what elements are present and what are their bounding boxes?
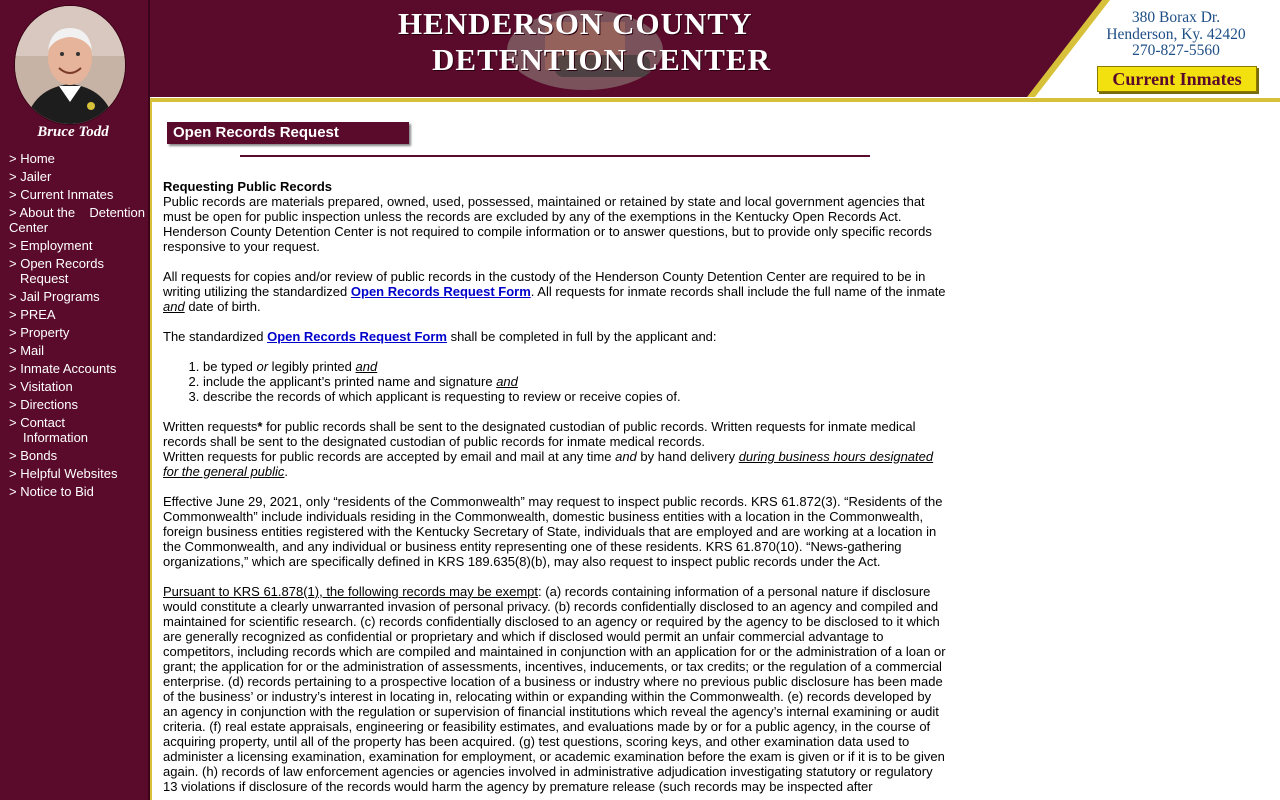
site-title-line-1: HENDERSON COUNTY [398,6,753,41]
nav-item-label: > Jail Programs [9,289,100,304]
nav-item-label: > Inmate Accounts [9,361,117,376]
text-run: : (a) records containing information of a personal nature if disclosure would constitute a clearly unwarranted invasion of personal privacy. (b) records confidentially disclosed to an agency and compiled and maintained for scientific research. (c) records confidentially disclosed to an agency or required by the agency to be disclosed to it which are generally recognized as confidential or proprietary and which if disclosed would permit an unfair commercial advantage to competitors, including records which are compiled and maintained in conjunction with an application for or the administration of a loan or grant; the application for or the administration of assessments, incentives, inducements, or tax credits; or the regulation of a commercial enterprise. (d) records pertaining to a prospective location of a business or industry where no previous public disclosure has been made of the business’ or industry’s interest in locating in, relocating within or expanding within the Commonwealth. (e) records developed by an agency in conjunction with the regulation or supervision of financial institutions which reveal the agency’s internal examining or audit criteria. (f) real estate appraisals, engineering or feasibility estimates, and evaluations made by or for a public agency, in the course of acquiring property, until all of the property has been acquired. (g) test questions, scoring keys, and other examination data used to administer a licensing examination, examination for employment, or academic examination before the exam is given or if it is to be given again. (h) records of law enforcement agencies or agencies involved in administrative adjudication investigating statutory or regulatory 13 violations if disclosure of the records would harm the agency by premature release (such records may be inspected after [163,584,946,794]
nav-item-helpful-websites[interactable] [9,466,147,481]
requirements-list [163,359,948,404]
text-run: . All requests for inmate records shall include the full name of the inmate [530,284,946,299]
text-run: date of birth. [184,299,261,314]
open-records-form-link[interactable]: Open Records Request Form [350,284,531,299]
text-run: . [284,464,289,479]
open-records-form-link-2[interactable]: Open Records Request Form [267,329,447,344]
text-run: Written requests [163,419,258,434]
text-run: for public records shall be sent to the designated custodian of public records. Written requests for inmate medical records shall be sent to the designated custodian of public records for inmate medical records. [163,419,916,449]
text-run: legibly printed [268,359,356,374]
nav-item-label: > PREA [9,307,56,322]
nav-item-label-cont: Information [23,430,89,445]
paragraph-form-requirements [163,329,948,344]
nav-item-jail-programs[interactable] [9,289,147,304]
nav-item-label: > Visitation [9,379,73,394]
nav-item-label: > Directions [9,397,78,412]
emphasis-and: and [615,449,637,464]
nav-item-label: > Current Inmates [9,187,114,202]
nav-item-inmate-accounts[interactable] [9,361,147,376]
nav-item-notice-to-bid[interactable] [9,484,147,499]
address-city: Henderson, Ky. 42420 [1106,25,1246,43]
emphasis-and: and [355,359,378,374]
nav-item-about-detention-center[interactable] [9,205,147,235]
nav-item-home[interactable] [9,151,147,166]
nav-item-label: > About the [9,205,76,220]
gold-divider-horizontal [148,98,1280,102]
nav-item-contact-information[interactable] [9,415,147,445]
emphasis-business-hours: during business hours designated for the general public [163,449,934,479]
paragraph-exemptions [163,584,948,794]
list-item: 3. describe the records of which applicant is requesting to review or receive copies of. [203,389,948,404]
section-subheading: Requesting Public Records [163,179,333,194]
paragraph-public-records: Public records are materials prepared, owned, used, possessed, maintained or retained by state and local government agencies that must be open for public inspection unless the records are excluded by any of the exemptions in the Kentucky Open Records Act. Henderson County Detention Center is not required to compile information or to answer questions, but to provide only specific records responsive to your request. [163,194,932,254]
address-block [1100,10,1252,60]
text-run: All requests for copies and/or review of public records in the custody of the Henderson County Detention Center are required to be in writing utilizing the standardized [163,269,926,299]
site-header [0,0,1280,100]
emphasis-and: and [163,299,185,314]
jailer-portrait-image [15,6,125,124]
avatar [14,5,126,125]
current-inmates-button[interactable]: Current Inmates [1097,66,1257,92]
nav-item-label-cont: Detention [89,205,145,220]
nav-item-label: > Open Records [9,256,105,271]
nav-item-visitation[interactable] [9,379,147,394]
list-item [203,359,948,374]
nav-item-property[interactable] [9,325,147,340]
sidebar [0,0,150,800]
nav-item-label: > Contact [9,415,66,430]
list-item [203,374,948,389]
main-content [163,122,948,794]
nav-item-label: > Notice to Bid [9,484,94,499]
address-street: 380 Borax Dr. [1131,9,1221,26]
nav-item-label-cont: Request [20,271,69,286]
address-phone: 270-827-5560 [1132,42,1220,59]
nav-item-label: > Helpful Websites [9,466,118,481]
nav-item-label: > Jailer [9,169,52,184]
paragraph-custodian [163,419,948,449]
nav-item-label-cont-2: Center [9,220,49,235]
header-banner [0,0,1280,97]
page-title: Open Records Request [167,122,409,144]
nav-item-prea[interactable] [9,307,147,322]
paragraph-delivery [163,449,948,479]
exemptions-lead: Pursuant to KRS 61.878(1), the following records may be exempt [163,584,539,599]
jailer-signature: Bruce Todd [37,124,109,140]
text-run: by hand delivery [636,449,739,464]
sidebar-nav [9,151,147,502]
nav-item-jailer[interactable] [9,169,147,184]
paragraph-residents: Effective June 29, 2021, only “residents of the Commonwealth” may request to inspect public records. KRS 61.872(3). “Residents of the Commonwealth” include individuals residing in the Commonwealth, domestic business entities with a location in the Commonwealth, foreign business entities registered with the Kentucky Secretary of State, individuals that are employed and are working at a location in the Commonwealth, and any individual or business entity representing one of these residents. KRS 61.870(10). “News-gathering organizations,” which are specifically defined in KRS 189.635(8)(b), may also request to inspect public records under the Act. [163,494,943,569]
paragraph-written-requests [163,269,948,314]
emphasis-and: and [496,374,518,389]
nav-item-label: > Bonds [9,448,58,463]
nav-item-bonds[interactable] [9,448,147,463]
text-run: shall be completed in full by the applicant and: [446,329,717,344]
text-run: Written requests for public records are accepted by email and mail at any time [163,449,616,464]
nav-item-open-records-request[interactable] [9,256,147,286]
nav-item-current-inmates[interactable] [9,187,147,202]
nav-item-directions[interactable] [9,397,147,412]
nav-item-mail[interactable] [9,343,147,358]
nav-item-label: > Property [9,325,70,340]
asterisk: * [257,419,263,434]
text-run: include the applicant’s printed name and signature [203,374,497,389]
nav-item-employment[interactable] [9,238,147,253]
site-title-line-2: DETENTION CENTER [432,42,771,77]
nav-item-label: > Employment [9,238,93,253]
text-run: be typed [203,359,257,374]
nav-item-label: > Home [9,151,55,166]
emphasis-or: or [256,359,269,374]
text-run: The standardized [163,329,268,344]
nav-item-label: > Mail [9,343,45,358]
